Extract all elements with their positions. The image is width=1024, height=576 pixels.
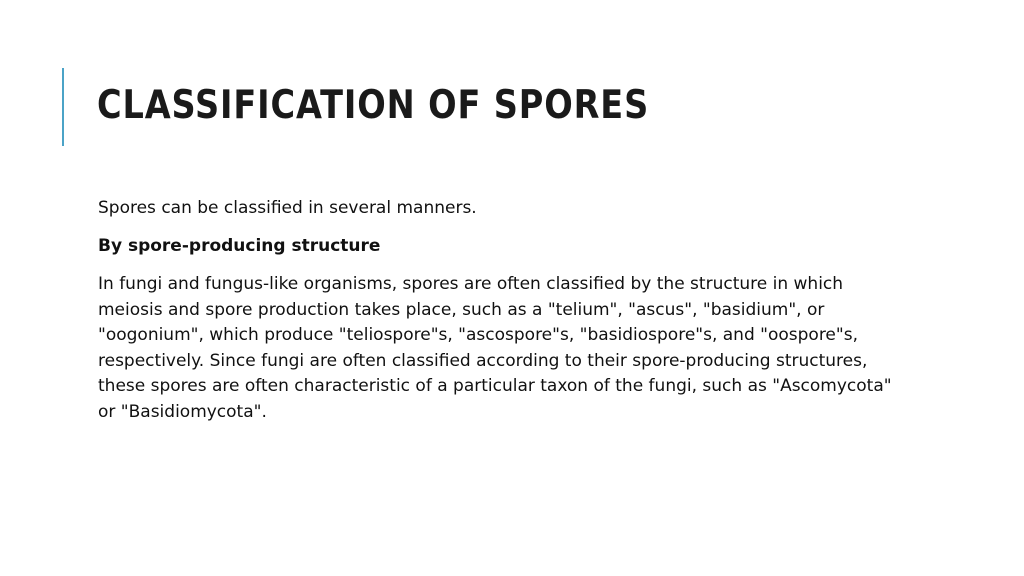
section-subheading: By spore-producing structure: [98, 235, 381, 256]
slide-content: [98, 196, 898, 425]
body-paragraph: In fungi and fungus-like organisms, spores are often classified by the structure in which meiosis and spore production takes place, such as a "telium", "ascus", "basidium", or "oogonium", which produce "teliospore"s, "ascospore"s, "basidiospore"s, and "oospore"s, respectively. Since fungi are often classified according to their spore-producing structures, these spores are often characteristic of a particular taxon of the fungi, such as "Ascomycota" or "Basidiomycota".: [98, 274, 892, 422]
intro-paragraph: Spores can be classified in several manners.: [98, 198, 477, 218]
title-accent-bar: [62, 68, 64, 146]
slide-title: CLASSIFICATION OF SPORES: [97, 83, 650, 128]
